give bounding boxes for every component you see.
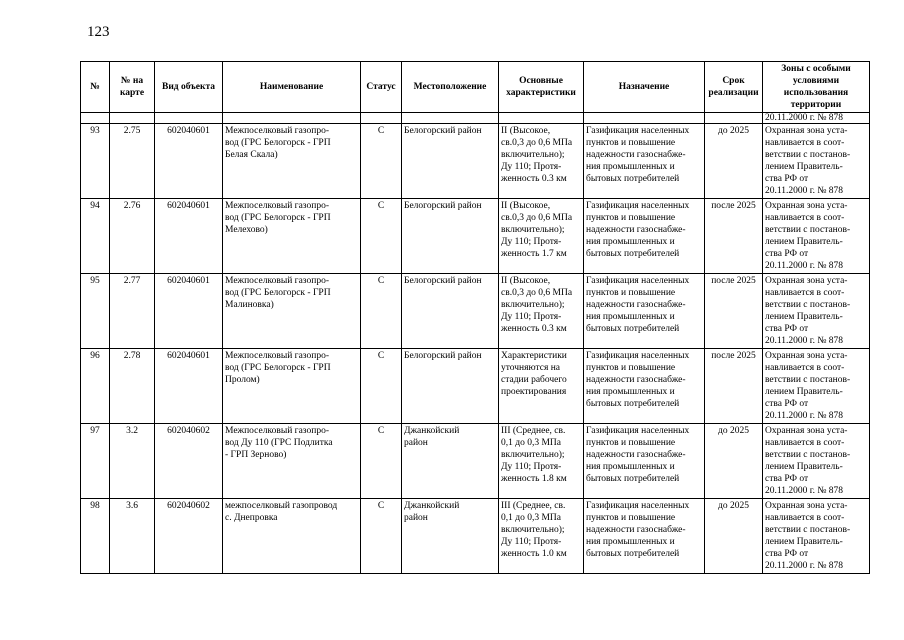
row-object-type-text: 602040601 [167, 201, 210, 211]
row-status [361, 199, 402, 274]
row-object-type-text: 602040601 [167, 351, 210, 361]
row-name [223, 424, 361, 499]
row-term-text: после 2025 [711, 351, 756, 361]
row-characteristics [499, 499, 584, 574]
row-purpose-text: Газификация населенных пунктов и повышение надежности газоснабже- ния промышленных и бытовых потребителей [586, 126, 690, 184]
objects-table [80, 61, 870, 574]
row-purpose-text: Газификация населенных пунктов и повышение надежности газоснабже- ния промышленных и бытовых потребителей [586, 501, 690, 559]
row-location [402, 199, 499, 274]
header-purpose: Назначение [584, 62, 705, 113]
row-purpose [584, 274, 705, 349]
row-status-text: С [377, 426, 385, 436]
row-characteristics [499, 124, 584, 199]
row-map-num-text: 3.6 [126, 501, 138, 511]
row-purpose [584, 424, 705, 499]
row-num-text: 93 [90, 126, 100, 136]
header-map-num: № на карте [110, 62, 155, 113]
row-num [81, 424, 110, 499]
carry-over-text: 20.11.2000 г. № 878 [763, 113, 870, 124]
row-status-text: С [377, 501, 385, 511]
table-row [81, 199, 870, 274]
row-num-text: 97 [90, 426, 100, 436]
header-characteristics: Основные характеристики [499, 62, 584, 113]
row-num-text: 94 [90, 201, 100, 211]
row-purpose [584, 499, 705, 574]
row-characteristics-text: III (Среднее, св. 0,1 до 0,3 МПа включительно); Ду 110; Протя- женность 1.8 км [501, 426, 567, 484]
row-term-text: до 2025 [718, 501, 749, 511]
row-name-text: Межпоселковый газопро- вод (ГРС Белогорск - ГРП Белая Скала) [225, 126, 331, 160]
row-map-num-text: 2.77 [123, 276, 141, 286]
row-map-num-text: 2.76 [123, 201, 141, 211]
header-term: Срок реализации [705, 62, 763, 113]
row-status [361, 424, 402, 499]
row-location [402, 124, 499, 199]
table-header-row [81, 62, 870, 113]
row-num [81, 499, 110, 574]
row-status [361, 124, 402, 199]
row-location-text: Белогорский район [404, 276, 482, 286]
row-name [223, 274, 361, 349]
row-name [223, 349, 361, 424]
row-zones [763, 349, 870, 424]
row-name [223, 199, 361, 274]
row-num [81, 199, 110, 274]
row-num [81, 349, 110, 424]
row-zones-text: Охранная зона уста- навливается в соот- ветствии с постанов- лением Правитель- ства РФ от 20.11.2000 г. № 878 [765, 426, 851, 496]
row-status [361, 499, 402, 574]
header-object-type: Вид объекта [155, 62, 223, 113]
row-map-num-text: 2.78 [123, 351, 141, 361]
row-term [705, 349, 763, 424]
row-zones [763, 274, 870, 349]
row-zones-text: Охранная зона уста- навливается в соот- ветствии с постанов- лением Правитель- ства РФ от 20.11.2000 г. № 878 [765, 126, 851, 196]
row-object-type [155, 124, 223, 199]
row-zones-text: Охранная зона уста- навливается в соот- ветствии с постанов- лением Правитель- ства РФ от 20.11.2000 г. № 878 [765, 276, 851, 346]
carry-over-row [81, 113, 870, 124]
page-number: 123 [87, 24, 110, 40]
row-term-text: до 2025 [718, 426, 749, 436]
row-location [402, 499, 499, 574]
row-zones-text: Охранная зона уста- навливается в соот- ветствии с постанов- лением Правитель- ства РФ от 20.11.2000 г. № 878 [765, 201, 851, 271]
row-object-type-text: 602040602 [167, 426, 210, 436]
row-num [81, 124, 110, 199]
row-purpose-text: Газификация населенных пунктов и повышение надежности газоснабже- ния промышленных и бытовых потребителей [586, 426, 690, 484]
row-location [402, 274, 499, 349]
row-map-num-text: 2.75 [123, 126, 141, 136]
row-term [705, 499, 763, 574]
row-zones-text: Охранная зона уста- навливается в соот- ветствии с постанов- лением Правитель- ства РФ от 20.11.2000 г. № 878 [765, 351, 851, 421]
row-zones [763, 499, 870, 574]
row-term [705, 199, 763, 274]
row-purpose [584, 199, 705, 274]
row-map-num [110, 349, 155, 424]
row-characteristics-text: Характеристики уточняются на стадии рабочего проектирования [501, 351, 567, 397]
row-location [402, 349, 499, 424]
row-location [402, 424, 499, 499]
row-status [361, 349, 402, 424]
table-row [81, 424, 870, 499]
row-object-type-text: 602040602 [167, 501, 210, 511]
row-map-num [110, 499, 155, 574]
row-characteristics-text: II (Высокое, св.0,3 до 0,6 МПа включительно); Ду 110; Протя- женность 0.3 км [501, 126, 573, 184]
row-term [705, 124, 763, 199]
row-term-text: до 2025 [718, 126, 749, 136]
row-purpose [584, 349, 705, 424]
row-term-text: после 2025 [711, 201, 756, 211]
row-name-text: Межпоселковый газопро- вод Ду 110 (ГРС Подлитка - ГРП Зерново) [225, 426, 333, 460]
row-object-type [155, 499, 223, 574]
row-characteristics [499, 199, 584, 274]
row-name-text: Межпоселковый газопро- вод (ГРС Белогорск - ГРП Пролом) [225, 351, 331, 385]
row-zones [763, 124, 870, 199]
row-num [81, 274, 110, 349]
row-zones [763, 199, 870, 274]
table-row [81, 349, 870, 424]
row-characteristics-text: II (Высокое, св.0,3 до 0,6 МПа включительно); Ду 110; Протя- женность 0.3 км [501, 276, 573, 334]
row-object-type-text: 602040601 [167, 276, 210, 286]
row-term [705, 274, 763, 349]
row-status [361, 274, 402, 349]
row-num-text: 95 [90, 276, 100, 286]
row-purpose-text: Газификация населенных пунктов и повышение надежности газоснабже- ния промышленных и бытовых потребителей [586, 201, 690, 259]
row-status-text: С [377, 201, 385, 211]
row-map-num-text: 3.2 [126, 426, 138, 436]
row-term [705, 424, 763, 499]
row-object-type [155, 424, 223, 499]
row-characteristics [499, 274, 584, 349]
row-object-type [155, 349, 223, 424]
row-map-num [110, 424, 155, 499]
row-object-type [155, 199, 223, 274]
header-num: № [81, 62, 110, 113]
row-zones [763, 424, 870, 499]
row-map-num [110, 199, 155, 274]
row-status-text: С [377, 126, 385, 136]
row-term-text: после 2025 [711, 276, 756, 286]
row-purpose-text: Газификация населенных пунктов и повышение надежности газоснабже- ния промышленных и бытовых потребителей [586, 276, 690, 334]
row-characteristics [499, 349, 584, 424]
header-location: Местоположение [402, 62, 499, 113]
row-status-text: С [377, 276, 385, 286]
row-object-type [155, 274, 223, 349]
row-name [223, 124, 361, 199]
row-location-text: Белогорский район [404, 351, 482, 361]
row-characteristics-text: III (Среднее, св. 0,1 до 0,3 МПа включительно); Ду 110; Протя- женность 1.0 км [501, 501, 567, 559]
row-location-text: Белогорский район [404, 126, 482, 136]
row-purpose-text: Газификация населенных пунктов и повышение надежности газоснабже- ния промышленных и бытовых потребителей [586, 351, 690, 409]
row-map-num [110, 274, 155, 349]
row-status-text: С [377, 351, 385, 361]
row-location-text: Белогорский район [404, 201, 482, 211]
row-object-type-text: 602040601 [167, 126, 210, 136]
row-characteristics-text: II (Высокое, св.0,3 до 0,6 МПа включительно); Ду 110; Протя- женность 1.7 км [501, 201, 573, 259]
row-location-text: Джанкойский район [404, 426, 460, 448]
row-num-text: 96 [90, 351, 100, 361]
row-name-text: межпоселковый газопровод с. Днепровка [225, 501, 338, 523]
row-zones-text: Охранная зона уста- навливается в соот- ветствии с постанов- лением Правитель- ства РФ от 20.11.2000 г. № 878 [765, 501, 851, 571]
table-row [81, 124, 870, 199]
row-map-num [110, 124, 155, 199]
row-name-text: Межпоселковый газопро- вод (ГРС Белогорск - ГРП Малиновка) [225, 276, 331, 310]
header-zones: Зоны с особыми условиями использования территории [763, 62, 870, 113]
row-purpose [584, 124, 705, 199]
row-characteristics [499, 424, 584, 499]
header-name: Наименование [223, 62, 361, 113]
row-num-text: 98 [90, 501, 100, 511]
table-row [81, 274, 870, 349]
row-location-text: Джанкойский район [404, 501, 460, 523]
header-status: Статус [361, 62, 402, 113]
row-name [223, 499, 361, 574]
row-name-text: Межпоселковый газопро- вод (ГРС Белогорск - ГРП Мелехово) [225, 201, 331, 235]
table-row [81, 499, 870, 574]
